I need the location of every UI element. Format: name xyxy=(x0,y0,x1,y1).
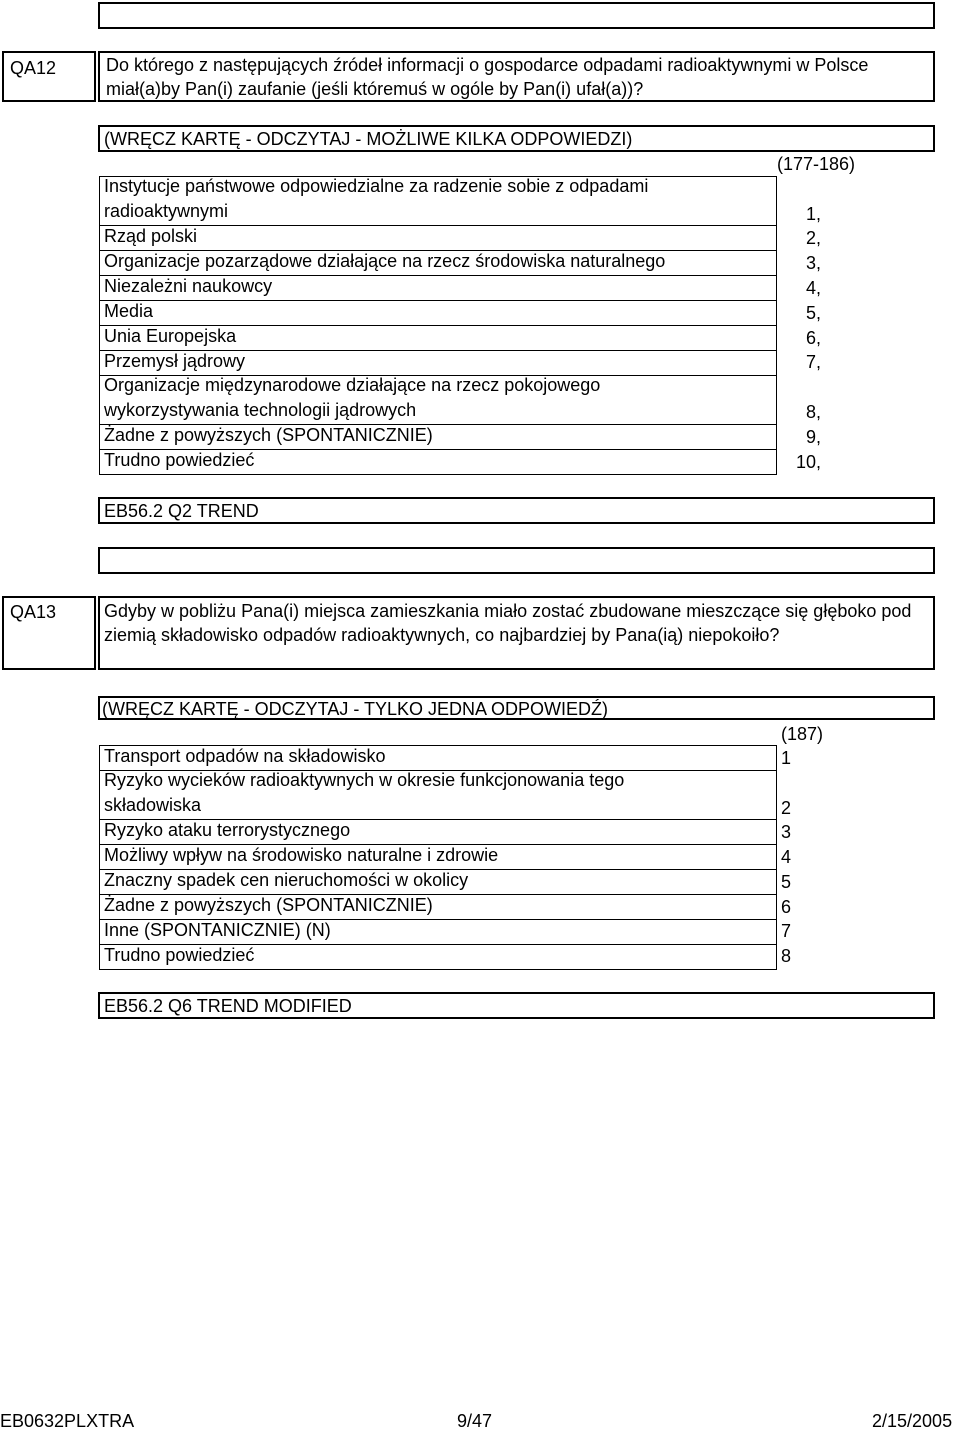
qa13-option-code: 8 xyxy=(781,946,792,966)
qa13-option-label: Inne (SPONTANICZNIE) (N) xyxy=(104,920,331,941)
qa12-option-code: 7, xyxy=(806,352,822,372)
qa13-option-code: 7 xyxy=(781,921,792,941)
qa13-option-label: Znaczny spadek cen nieruchomości w okolicy xyxy=(104,870,469,891)
qa12-option-10 xyxy=(99,449,777,475)
qa13-option-code: 6 xyxy=(781,897,792,917)
qa13-id-box xyxy=(2,596,96,670)
footer-page-number: 9/47 xyxy=(457,1411,493,1431)
qa12-option-1 xyxy=(99,176,777,226)
qa12-option-2 xyxy=(99,225,777,251)
footer-date: 2/15/2005 xyxy=(872,1411,953,1431)
qa13-instruction-box xyxy=(98,696,935,720)
qa13-trend: EB56.2 Q6 TREND MODIFIED xyxy=(104,996,352,1016)
qa13-trend-box xyxy=(98,992,935,1019)
qa12-option-label: Organizacje międzynarodowe działające na rzecz pokojowego wykorzystywania technologii jądrowych xyxy=(104,375,601,421)
qa12-option-label: Unia Europejska xyxy=(104,326,237,347)
qa12-option-code: 6, xyxy=(806,328,822,348)
qa12-option-6 xyxy=(99,325,777,351)
top-empty-box xyxy=(98,2,935,29)
qa13-option-8 xyxy=(99,944,777,970)
qa13-option-code: 3 xyxy=(781,822,792,842)
qa13-id: QA13 xyxy=(10,602,57,622)
qa12-option-5 xyxy=(99,300,777,326)
qa13-var-range: (187) xyxy=(781,724,824,744)
qa13-option-code: 4 xyxy=(781,847,792,867)
qa12-option-7 xyxy=(99,350,777,376)
qa12-option-label: Organizacje pozarządowe działające na rzecz środowiska naturalnego xyxy=(104,251,666,272)
qa12-instruction-box xyxy=(98,125,935,152)
qa13-option-6 xyxy=(99,894,777,920)
qa12-trend-box xyxy=(98,497,935,524)
qa12-option-code: 4, xyxy=(806,278,822,298)
qa12-option-code: 5, xyxy=(806,303,822,323)
qa12-question-box xyxy=(98,51,935,102)
middle-empty-box xyxy=(98,547,935,574)
qa13-option-7 xyxy=(99,919,777,945)
qa12-option-code: 1, xyxy=(806,204,822,224)
qa12-option-label: Żadne z powyższych (SPONTANICZNIE) xyxy=(104,425,433,446)
qa12-trend: EB56.2 Q2 TREND xyxy=(104,501,259,521)
qa13-option-label: Ryzyko wycieków radioaktywnych w okresie funkcjonowania tego składowiska xyxy=(104,770,625,816)
qa13-question: Gdyby w pobliżu Pana(i) miejsca zamieszkania miało zostać zbudowane mieszczące się głęboko pod ziemią składowisko odpadów radioaktywnych, co najbardziej by Pana(ią) niepokoiło? xyxy=(104,601,912,645)
qa12-option-label: Trudno powiedzieć xyxy=(104,450,255,471)
qa12-option-code: 8, xyxy=(806,402,822,422)
qa13-option-2 xyxy=(99,770,777,820)
qa12-id-box xyxy=(2,51,96,102)
qa13-question-box xyxy=(98,596,935,670)
qa12-option-label: Media xyxy=(104,301,154,322)
qa12-option-4 xyxy=(99,275,777,301)
qa13-option-label: Możliwy wpływ na środowisko naturalne i zdrowie xyxy=(104,845,499,866)
qa13-option-4 xyxy=(99,844,777,870)
qa12-option-3 xyxy=(99,250,777,276)
qa12-option-code: 2, xyxy=(806,228,822,248)
qa12-id: QA12 xyxy=(10,58,57,78)
qa12-option-8 xyxy=(99,375,777,425)
qa12-option-code: 9, xyxy=(806,427,822,447)
qa13-option-3 xyxy=(99,819,777,845)
qa13-option-code: 2 xyxy=(781,798,792,818)
qa12-question: Do którego z następujących źródeł informacji o gospodarce odpadami radioaktywnymi w Polsce miał(a)by Pan(i) zaufanie (jeśli któremuś w ogóle by Pan(i) ufał(a))? xyxy=(106,55,869,99)
qa13-option-1 xyxy=(99,745,777,771)
qa12-option-label: Rząd polski xyxy=(104,226,198,247)
qa12-option-label: Niezależni naukowcy xyxy=(104,276,273,297)
qa12-option-label: Instytucje państwowe odpowiedzialne za radzenie sobie z odpadami radioaktywnymi xyxy=(104,176,649,222)
qa13-option-label: Transport odpadów na składowisko xyxy=(104,746,386,767)
qa13-option-code: 1 xyxy=(781,748,792,768)
footer-doc-id: EB0632PLXTRA xyxy=(0,1411,135,1431)
qa12-option-9 xyxy=(99,424,777,450)
qa13-option-label: Ryzyko ataku terrorystycznego xyxy=(104,820,351,841)
qa13-option-5 xyxy=(99,869,777,895)
qa13-option-label: Żadne z powyższych (SPONTANICZNIE) xyxy=(104,895,433,916)
qa12-option-code: 10, xyxy=(796,452,822,472)
qa13-option-label: Trudno powiedzieć xyxy=(104,945,255,966)
qa12-option-label: Przemysł jądrowy xyxy=(104,351,246,372)
qa13-option-code: 5 xyxy=(781,872,792,892)
qa12-instruction: (WRĘCZ KARTĘ - ODCZYTAJ - MOŻLIWE KILKA ODPOWIEDZI) xyxy=(104,129,633,149)
qa13-instruction: (WRĘCZ KARTĘ - ODCZYTAJ - TYLKO JEDNA ODPOWIEDŹ) xyxy=(102,699,609,719)
qa12-var-range: (177-186) xyxy=(777,154,856,174)
qa12-option-code: 3, xyxy=(806,253,822,273)
